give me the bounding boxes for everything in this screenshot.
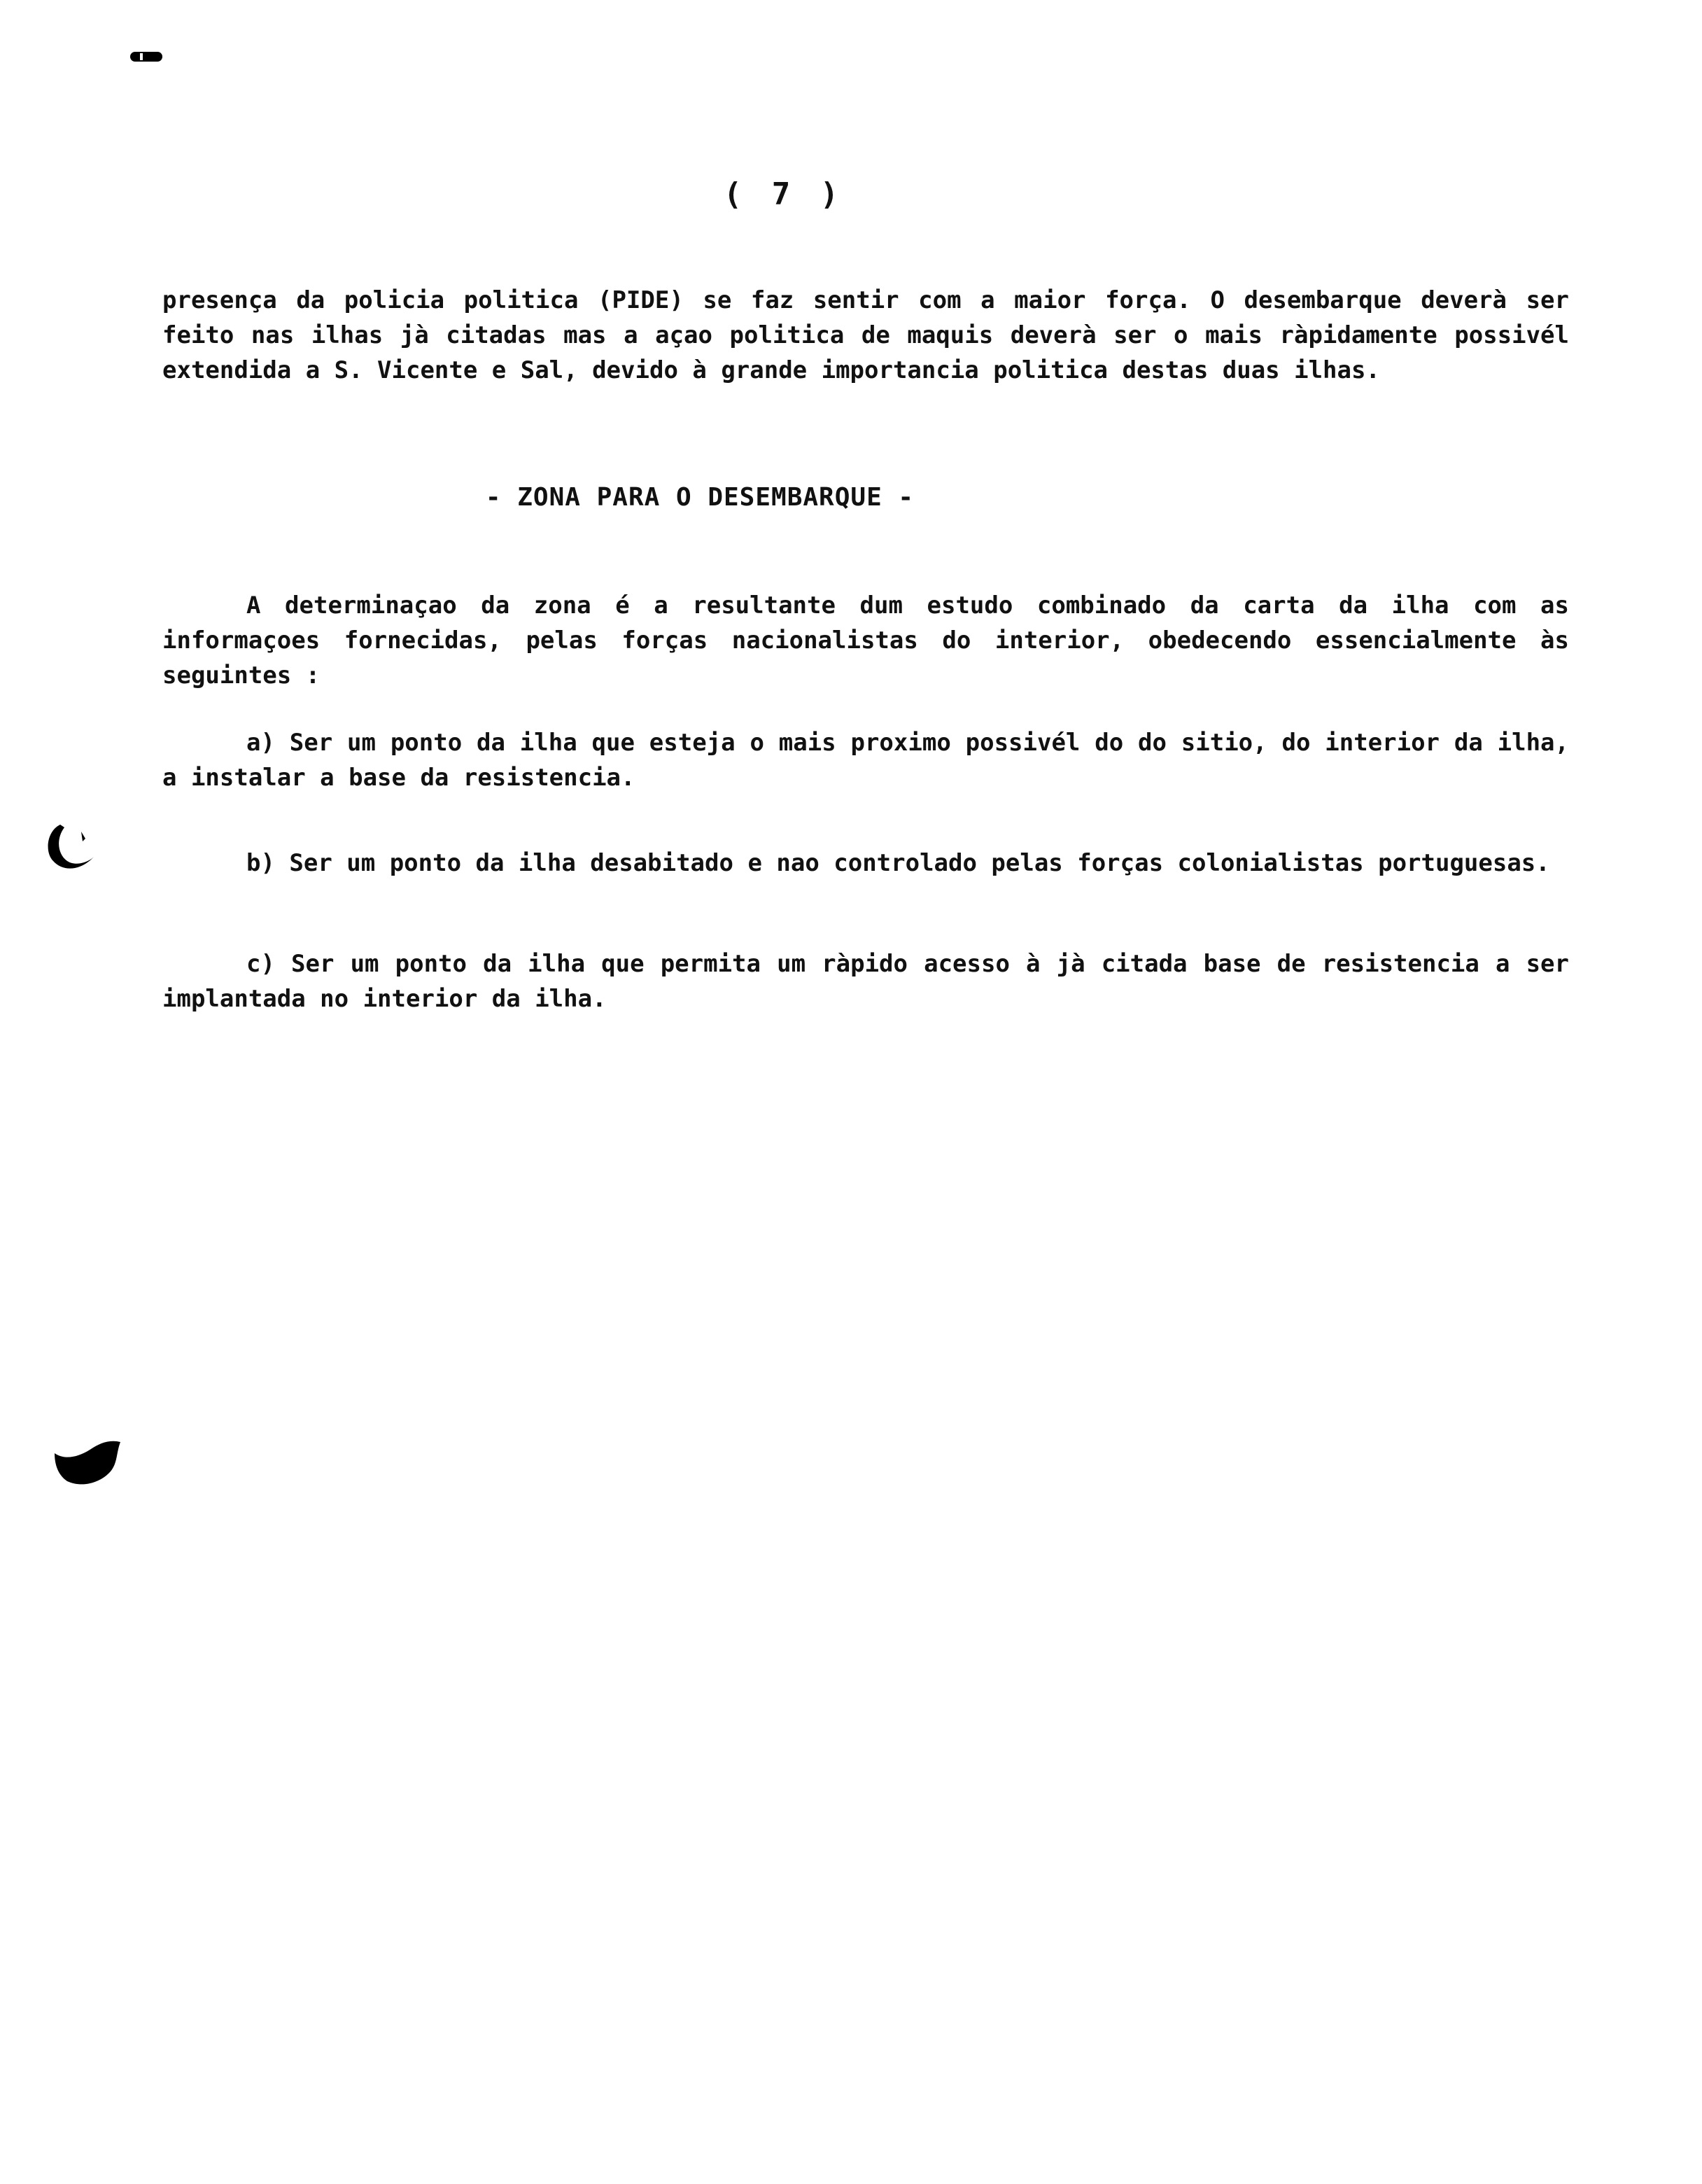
page-number: ( 7 ) [723,176,845,212]
paragraph-intro: A determinaçao da zona é a resultante dum estudo combinado da carta da ilha com as informaçoes fornecidas, pelas forças nacionalistas do interior, obedecendo essencialmente às seguintes : [162,592,1569,690]
list-item-a: a) Ser um ponto da ilha que esteja o mais proximo possivél do do sitio, do interior da ilha, a instalar a base da resistencia. [162,729,1569,792]
scan-mark [130,52,162,62]
list-item-b: b) Ser um ponto da ilha desabitado e nao controlado pelas forças colonialistas portuguesas. [246,849,1550,877]
punch-hole-mark [50,1432,127,1494]
punch-hole-mark [39,818,102,881]
list-item-c: c) Ser um ponto da ilha que permita um ràpido acesso à jà citada base de resistencia a ser implantada no interior da ilha. [162,950,1569,1013]
section-heading: - ZONA PARA O DESEMBARQUE - [485,483,915,512]
paragraph-continuation: presença da policia politica (PIDE) se faz sentir com a maior força. O desembarque deverà ser feito nas ilhas jà citadas mas a açao politica de maquis deverà ser o mais ràpidamente possivél extendida a S. Vicente e Sal, devido à grande importancia politica destas duas ilhas. [162,286,1569,384]
